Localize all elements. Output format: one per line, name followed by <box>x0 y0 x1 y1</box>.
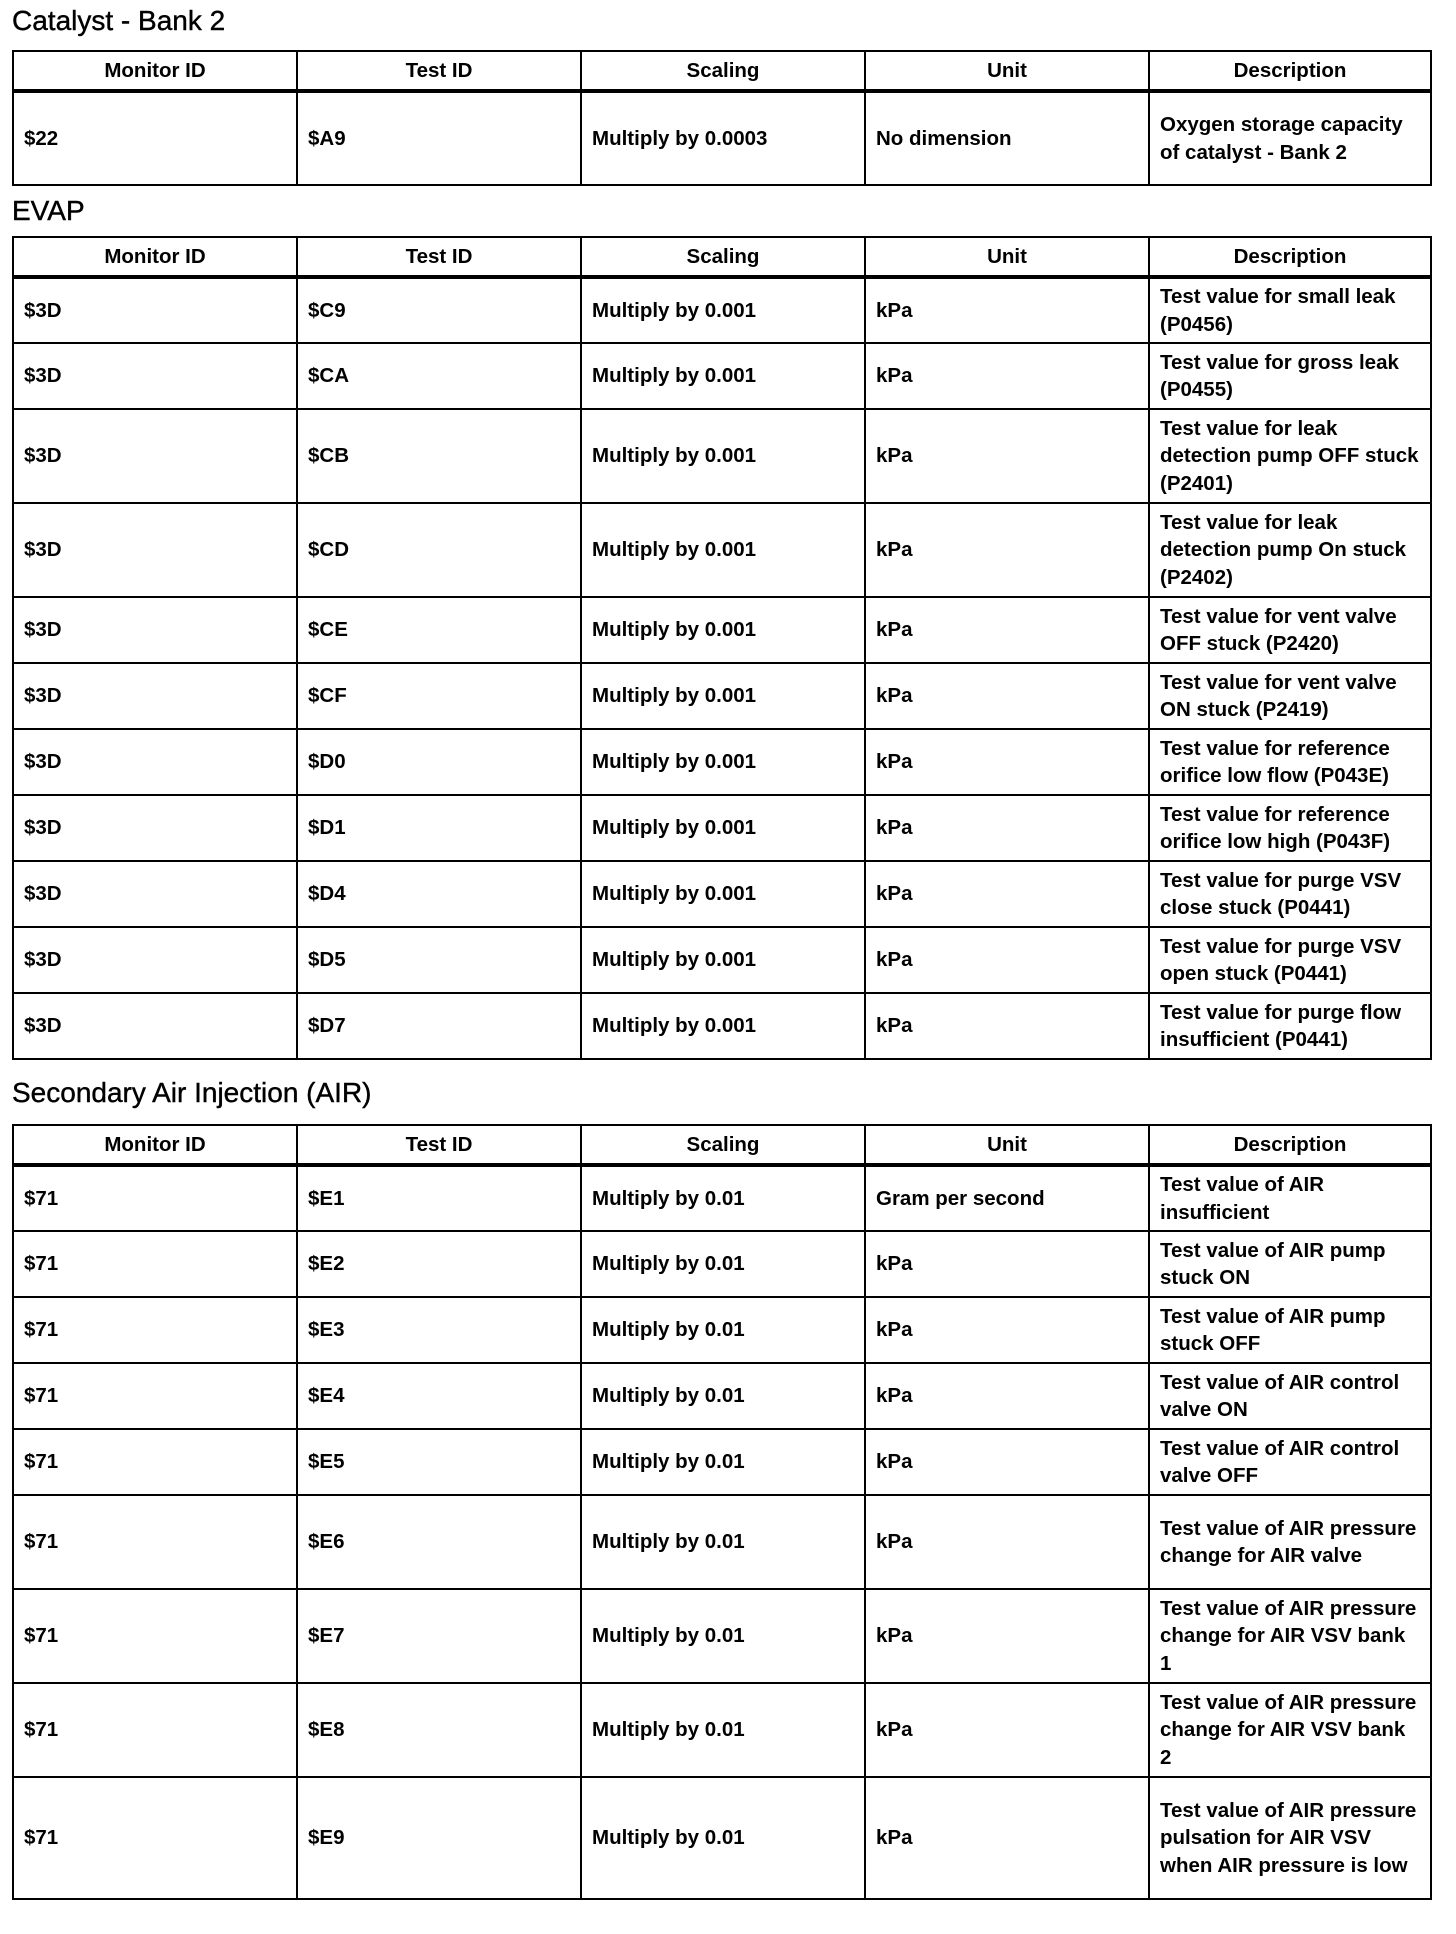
cell-scaling: Multiply by 0.01 <box>581 1363 865 1429</box>
cell-test-id: $E8 <box>297 1683 581 1777</box>
table-row <box>13 927 1431 993</box>
cell-description: Test value of AIR control valve OFF <box>1149 1429 1431 1495</box>
cell-description: Test value for reference orifice low flow (P043E) <box>1149 729 1431 795</box>
header-scaling: Scaling <box>581 237 865 277</box>
cell-description: Test value for vent valve ON stuck (P2419) <box>1149 663 1431 729</box>
cell-unit: kPa <box>865 1363 1149 1429</box>
cell-monitor-id: $3D <box>13 993 297 1059</box>
cell-description: Test value for gross leak (P0455) <box>1149 343 1431 409</box>
cell-description: Test value of AIR pressure change for AIR VSV bank 2 <box>1149 1683 1431 1777</box>
cell-description: Test value for purge VSV open stuck (P0441) <box>1149 927 1431 993</box>
cell-scaling: Multiply by 0.01 <box>581 1231 865 1297</box>
table-row <box>13 1165 1431 1231</box>
cell-monitor-id: $71 <box>13 1429 297 1495</box>
cell-unit: kPa <box>865 993 1149 1059</box>
cell-description: Test value for reference orifice low high (P043F) <box>1149 795 1431 861</box>
header-unit: Unit <box>865 237 1149 277</box>
header-monitor-id: Monitor ID <box>13 51 297 91</box>
cell-monitor-id: $71 <box>13 1683 297 1777</box>
data-table <box>12 236 1432 1060</box>
cell-test-id: $E6 <box>297 1495 581 1589</box>
cell-unit: kPa <box>865 409 1149 503</box>
header-unit: Unit <box>865 1125 1149 1165</box>
cell-test-id: $E1 <box>297 1165 581 1231</box>
header-row <box>13 51 1431 91</box>
cell-monitor-id: $3D <box>13 861 297 927</box>
cell-scaling: Multiply by 0.001 <box>581 277 865 343</box>
header-scaling: Scaling <box>581 51 865 91</box>
table-row <box>13 277 1431 343</box>
cell-test-id: $CB <box>297 409 581 503</box>
header-description: Description <box>1149 1125 1431 1165</box>
section-title: Catalyst - Bank 2 <box>12 5 226 36</box>
cell-unit: kPa <box>865 343 1149 409</box>
cell-test-id: $CD <box>297 503 581 597</box>
cell-description: Test value of AIR pressure pulsation for AIR VSV when AIR pressure is low <box>1149 1777 1431 1899</box>
header-row <box>13 237 1431 277</box>
table-row <box>13 1297 1431 1363</box>
cell-unit: kPa <box>865 503 1149 597</box>
table-row <box>13 1495 1431 1589</box>
cell-scaling: Multiply by 0.001 <box>581 729 865 795</box>
header-monitor-id: Monitor ID <box>13 237 297 277</box>
section-title: Secondary Air Injection (AIR) <box>12 1077 372 1108</box>
header-test-id: Test ID <box>297 237 581 277</box>
cell-unit: kPa <box>865 861 1149 927</box>
cell-unit: kPa <box>865 1495 1149 1589</box>
cell-scaling: Multiply by 0.01 <box>581 1297 865 1363</box>
cell-description: Test value for leak detection pump OFF stuck (P2401) <box>1149 409 1431 503</box>
cell-scaling: Multiply by 0.001 <box>581 993 865 1059</box>
table-row <box>13 597 1431 663</box>
cell-description: Test value of AIR insufficient <box>1149 1165 1431 1231</box>
section-evap <box>12 186 1430 1060</box>
cell-description: Test value for vent valve OFF stuck (P2420) <box>1149 597 1431 663</box>
table-row <box>13 1429 1431 1495</box>
table-row <box>13 729 1431 795</box>
cell-scaling: Multiply by 0.01 <box>581 1495 865 1589</box>
section-secondary-air-injection <box>12 1060 1430 1900</box>
cell-monitor-id: $3D <box>13 597 297 663</box>
cell-unit: No dimension <box>865 91 1149 185</box>
cell-test-id: $D1 <box>297 795 581 861</box>
cell-unit: kPa <box>865 277 1149 343</box>
header-monitor-id: Monitor ID <box>13 1125 297 1165</box>
cell-scaling: Multiply by 0.001 <box>581 503 865 597</box>
table-row <box>13 1777 1431 1899</box>
cell-description: Test value for leak detection pump On stuck (P2402) <box>1149 503 1431 597</box>
cell-scaling: Multiply by 0.01 <box>581 1165 865 1231</box>
cell-description: Test value of AIR pressure change for AIR valve <box>1149 1495 1431 1589</box>
cell-description: Test value for purge flow insufficient (P0441) <box>1149 993 1431 1059</box>
cell-unit: kPa <box>865 927 1149 993</box>
cell-scaling: Multiply by 0.01 <box>581 1429 865 1495</box>
cell-monitor-id: $71 <box>13 1297 297 1363</box>
cell-unit: kPa <box>865 729 1149 795</box>
cell-scaling: Multiply by 0.01 <box>581 1589 865 1683</box>
cell-unit: kPa <box>865 1231 1149 1297</box>
cell-monitor-id: $3D <box>13 729 297 795</box>
cell-test-id: $E9 <box>297 1777 581 1899</box>
cell-scaling: Multiply by 0.001 <box>581 861 865 927</box>
cell-scaling: Multiply by 0.001 <box>581 597 865 663</box>
data-table <box>12 50 1432 186</box>
cell-scaling: Multiply by 0.01 <box>581 1777 865 1899</box>
cell-scaling: Multiply by 0.001 <box>581 927 865 993</box>
cell-scaling: Multiply by 0.001 <box>581 795 865 861</box>
cell-description: Test value of AIR pressure change for AIR VSV bank 1 <box>1149 1589 1431 1683</box>
table-row <box>13 503 1431 597</box>
cell-unit: kPa <box>865 663 1149 729</box>
cell-test-id: $D5 <box>297 927 581 993</box>
cell-test-id: $D7 <box>297 993 581 1059</box>
section-title: EVAP <box>12 195 85 226</box>
cell-scaling: Multiply by 0.01 <box>581 1683 865 1777</box>
cell-scaling: Multiply by 0.001 <box>581 343 865 409</box>
cell-monitor-id: $3D <box>13 503 297 597</box>
cell-monitor-id: $3D <box>13 795 297 861</box>
data-table <box>12 1124 1432 1900</box>
cell-test-id: $E4 <box>297 1363 581 1429</box>
section-catalyst <box>12 0 1430 186</box>
header-test-id: Test ID <box>297 51 581 91</box>
cell-test-id: $CF <box>297 663 581 729</box>
table-row <box>13 993 1431 1059</box>
cell-test-id: $E2 <box>297 1231 581 1297</box>
cell-description: Test value for purge VSV close stuck (P0441) <box>1149 861 1431 927</box>
table-row <box>13 795 1431 861</box>
cell-unit: kPa <box>865 1589 1149 1683</box>
header-unit: Unit <box>865 51 1149 91</box>
header-test-id: Test ID <box>297 1125 581 1165</box>
table-row <box>13 1231 1431 1297</box>
table-row <box>13 861 1431 927</box>
table-row <box>13 343 1431 409</box>
cell-description: Test value of AIR control valve ON <box>1149 1363 1431 1429</box>
cell-scaling: Multiply by 0.001 <box>581 663 865 729</box>
table-row <box>13 1589 1431 1683</box>
cell-monitor-id: $71 <box>13 1363 297 1429</box>
cell-test-id: $C9 <box>297 277 581 343</box>
cell-unit: kPa <box>865 1683 1149 1777</box>
cell-test-id: $CE <box>297 597 581 663</box>
cell-monitor-id: $71 <box>13 1777 297 1899</box>
cell-test-id: $CA <box>297 343 581 409</box>
header-description: Description <box>1149 237 1431 277</box>
cell-monitor-id: $3D <box>13 927 297 993</box>
header-description: Description <box>1149 51 1431 91</box>
cell-description: Test value for small leak (P0456) <box>1149 277 1431 343</box>
cell-description: Test value of AIR pump stuck OFF <box>1149 1297 1431 1363</box>
cell-test-id: $E3 <box>297 1297 581 1363</box>
cell-unit: kPa <box>865 597 1149 663</box>
cell-description: Test value of AIR pump stuck ON <box>1149 1231 1431 1297</box>
table-row <box>13 1363 1431 1429</box>
cell-monitor-id: $71 <box>13 1495 297 1589</box>
cell-test-id: $E7 <box>297 1589 581 1683</box>
cell-monitor-id: $22 <box>13 91 297 185</box>
cell-description: Oxygen storage capacity of catalyst - Bank 2 <box>1149 91 1431 185</box>
cell-monitor-id: $3D <box>13 409 297 503</box>
cell-test-id: $D0 <box>297 729 581 795</box>
cell-monitor-id: $71 <box>13 1589 297 1683</box>
cell-unit: kPa <box>865 1297 1149 1363</box>
cell-monitor-id: $3D <box>13 663 297 729</box>
cell-unit: kPa <box>865 795 1149 861</box>
document-page <box>12 0 1430 1900</box>
cell-monitor-id: $3D <box>13 343 297 409</box>
cell-monitor-id: $71 <box>13 1231 297 1297</box>
cell-test-id: $E5 <box>297 1429 581 1495</box>
table-row <box>13 91 1431 185</box>
header-scaling: Scaling <box>581 1125 865 1165</box>
header-row <box>13 1125 1431 1165</box>
table-row <box>13 663 1431 729</box>
cell-scaling: Multiply by 0.001 <box>581 409 865 503</box>
cell-test-id: $D4 <box>297 861 581 927</box>
cell-unit: kPa <box>865 1429 1149 1495</box>
table-row <box>13 1683 1431 1777</box>
cell-monitor-id: $3D <box>13 277 297 343</box>
cell-unit: Gram per second <box>865 1165 1149 1231</box>
cell-unit: kPa <box>865 1777 1149 1899</box>
cell-scaling: Multiply by 0.0003 <box>581 91 865 185</box>
cell-test-id: $A9 <box>297 91 581 185</box>
cell-monitor-id: $71 <box>13 1165 297 1231</box>
table-row <box>13 409 1431 503</box>
